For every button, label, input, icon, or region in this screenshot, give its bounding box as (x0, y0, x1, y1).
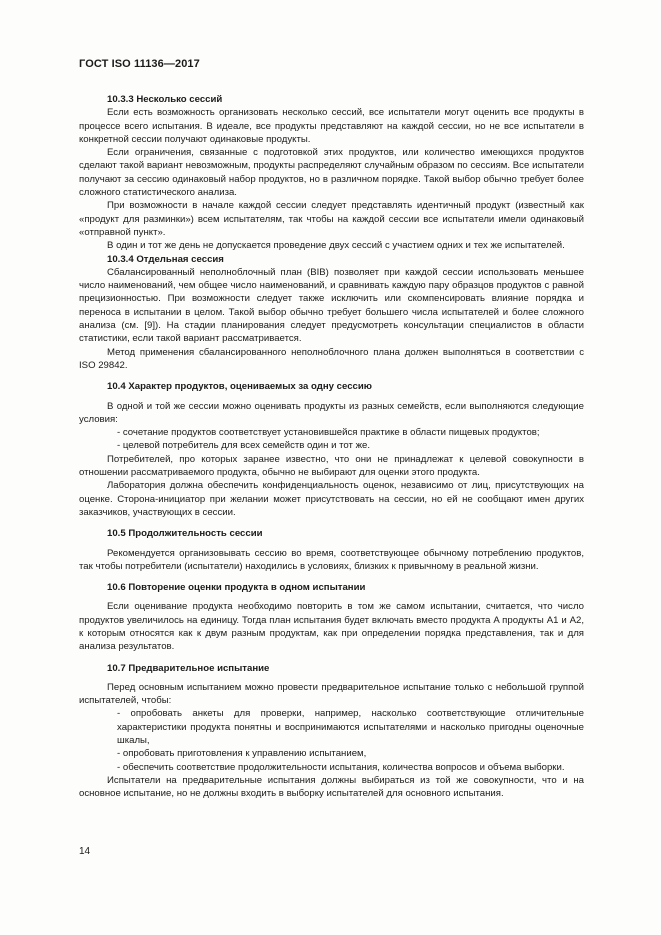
paragraph: Сбалансированный неполноблочный план (BIB) позволяет при каждой сессии использовать меньшее число наименований, чем общее число наименований, и сравнивать каждую пару образцов продуктов с равной прецизионностью. При возможности следует также исключить или скомпенсировать влияние порядка и переноса в испытании в целом. Такой выбор обычно требует большего числа испытателей и более сложного анализа (см. [9]). На стадии планирования следует предусмотреть консультации специалистов в области статистики, если такой вариант рассматривается. (79, 266, 584, 345)
section-title-10-7: 10.7 Предварительное испытание (107, 662, 270, 674)
paragraph: Перед основным испытанием можно провести предварительное испытание только с небольшой группой испытателей, чтобы: (79, 681, 584, 707)
paragraph: Рекомендуется организовывать сессию во время, соответствующее обычному потреблению продуктов, так чтобы потребители (испытатели) находились в условиях, близких к привычному в реальной жизни. (79, 547, 584, 572)
document-body (79, 93, 584, 801)
section-title-10-6: 10.6 Повторение оценки продукта в одном испытании (107, 582, 366, 594)
paragraph: В одной и той же сессии можно оценивать продукты из разных семейств, если выполняются следующие условия: (79, 400, 584, 425)
paragraph: Лаборатория должна обеспечить конфиденциальность оценок, независимо от лиц, присутствующих на оценке. Сторона-инициатор при желании может присутствовать на сессии, но ей не сообщают имен других заказчиков, участвующих в сессии. (79, 480, 584, 518)
section-title-10-5: 10.5 Продолжительность сессии (107, 528, 263, 540)
paragraph: Метод применения сбалансированного неполноблочного плана должен выполняться в соответствии с ISO 29842. (79, 346, 584, 371)
list-item: - опробовать анкеты для проверки, например, насколько соответствующие отличительные характеристики продукта понятны и воспринимаются испытателями и насколько пригодны оценочные шкалы, (117, 708, 584, 747)
paragraph: Если оценивание продукта необходимо повторить в том же самом испытании, считается, что число продуктов увеличилось на единицу. Тогда план испытания будет включать вместо продукта A продукты A1 и A2, к которым относятся как к двум разным продуктам, как при определении порядка представления, так и для анализа результатов. (79, 601, 584, 653)
paragraph: Если есть возможность организовать несколько сессий, все испытатели могут оценить все продукты в процессе всего испытания. В идеале, все продукты представляют на каждой сессии, но не все испытатели в конкретной сессии получают одинаковые продукты. (79, 107, 584, 145)
list-item: - обеспечить соответствие продолжительности испытания, количества вопросов и объема выборки. (117, 761, 565, 773)
paragraph: Потребителей, про которых заранее известно, что они не принадлежат к целевой совокупности в отношении рассматриваемого продукта, обычно не выбирают для оценки этого продукта. (79, 453, 584, 479)
list-item: - целевой потребитель для всех семейств один и тот же. (117, 440, 371, 452)
list-item: - сочетание продуктов соответствует установившейся практике в области пищевых продуктов; (117, 427, 540, 439)
list-item: - опробовать приготовления к управлению испытанием, (117, 748, 367, 760)
document-header: ГОСТ ISO 11136—2017 (79, 58, 200, 70)
paragraph: Если ограничения, связанные с подготовкой этих продуктов, или количество имеющихся продуктов сделают такой вариант невозможным, продукты распределяют случайным образом по сессиям. Все испытатели получают за сессию одинаковый набор продуктов, но в различном порядке. Такой выбор обычно требует более сложного статистического анализа. (79, 147, 584, 199)
paragraph: Испытатели на предварительные испытания должны выбираться из той же совокупности, что и на основное испытание, но не должны входить в выборку испытателей для основного испытания. (79, 774, 584, 800)
section-title-10-3-3: 10.3.3 Несколько сессий (107, 94, 223, 105)
paragraph: При возможности в начале каждой сессии следует представлять идентичный продукт (известный как «продукт для разминки») всем испытателям, так чтобы на каждой сессии все испытатели имели одинаковый «отправной пункт». (79, 200, 584, 238)
section-title-10-4: 10.4 Характер продуктов, оцениваемых за одну сессию (107, 381, 372, 393)
section-title-10-3-4: 10.3.4 Отдельная сессия (107, 253, 224, 265)
page-number: 14 (79, 846, 91, 857)
paragraph: В один и тот же день не допускается проведение двух сессий с участием одних и тех же испытателей. (107, 240, 565, 252)
